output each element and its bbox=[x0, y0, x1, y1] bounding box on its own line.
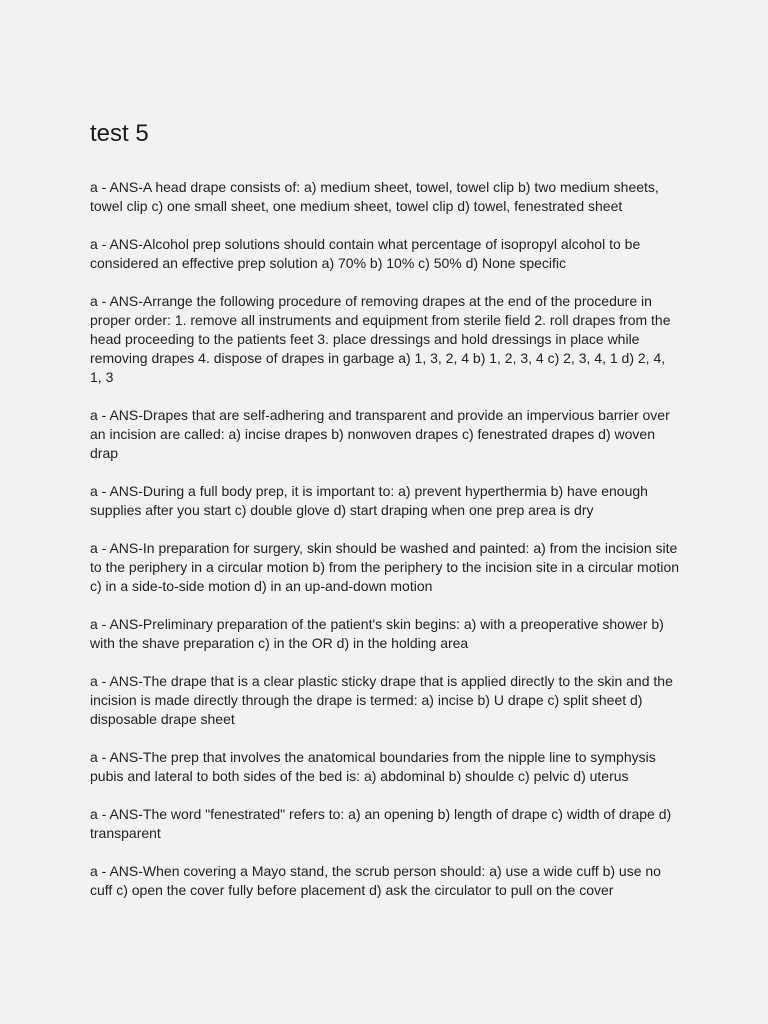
question-item: a - ANS-The word "fenestrated" refers to: a) an opening b) length of drape c) width of drape d) transparent bbox=[90, 806, 672, 841]
question-item: a - ANS-Preliminary preparation of the patient's skin begins: a) with a preoperative shower b) with the shave preparation c) in the OR d) in the holding area bbox=[90, 616, 664, 651]
question-item: a - ANS-In preparation for surgery, skin should be washed and painted: a) from the incision site to the periphery in a circular motion b) from the periphery to the incision site in a circular motion c) in a side-to-side motion d) in an up-and-down motion bbox=[90, 540, 680, 594]
question-item: a - ANS-The prep that involves the anatomical boundaries from the nipple line to symphysis pubis and lateral to both sides of the bed is: a) abdominal b) shoulde c) pelvic d) uterus bbox=[90, 749, 656, 784]
question-item: a - ANS-A head drape consists of: a) medium sheet, towel, towel clip b) two medium sheets, towel clip c) one small sheet, one medium sheet, towel clip d) towel, fenestrated sheet bbox=[90, 179, 659, 214]
question-item: a - ANS-Alcohol prep solutions should contain what percentage of isopropyl alcohol to be considered an effective prep solution a) 70% b) 10% c) 50% d) None specific bbox=[90, 236, 641, 271]
question-item: a - ANS-Arrange the following procedure of removing drapes at the end of the procedure in proper order: 1. remove all instruments and equipment from sterile field 2. roll drapes from the head proceeding to the patients feet 3. place dressings and hold dressings in place while removing drapes 4. dispose of drapes in garbage a) 1, 3, 2, 4 b) 1, 2, 3, 4 c) 2, 3, 4, 1 d) 2, 4, 1, 3 bbox=[90, 293, 671, 385]
question-item: a - ANS-When covering a Mayo stand, the scrub person should: a) use a wide cuff b) use no cuff c) open the cover fully before placement d) ask the circulator to pull on the cover bbox=[90, 863, 661, 898]
question-list bbox=[90, 178, 680, 919]
question-item: a - ANS-Drapes that are self-adhering and transparent and provide an impervious barrier over an incision are called: a) incise drapes b) nonwoven drapes c) fenestrated drapes d) woven drap bbox=[90, 407, 670, 461]
page-title: test 5 bbox=[90, 120, 149, 147]
question-item: a - ANS-During a full body prep, it is important to: a) prevent hyperthermia b) have enough supplies after you start c) double glove d) start draping when one prep area is dry bbox=[90, 483, 648, 518]
question-item: a - ANS-The drape that is a clear plastic sticky drape that is applied directly to the skin and the incision is made directly through the drape is termed: a) incise b) U drape c) split sheet d) disposable drape sheet bbox=[90, 673, 673, 727]
